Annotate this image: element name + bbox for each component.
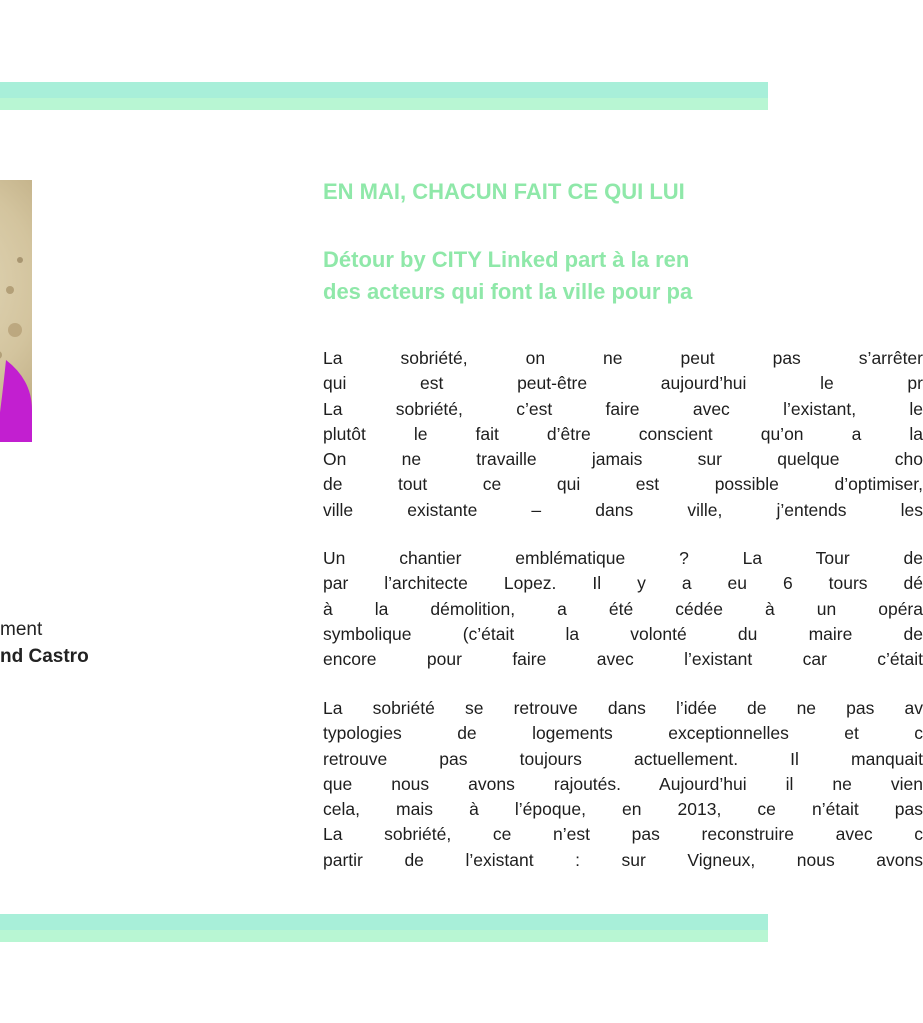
bottom-decorative-band — [0, 914, 768, 942]
article-heading: EN MAI, CHACUN FAIT CE QUI LUI — [323, 179, 685, 204]
article-subheading — [323, 244, 923, 308]
bottom-band-stripe-lower — [0, 930, 768, 942]
text-line: symbolique (c’était la volonté du maire de — [323, 623, 923, 644]
paragraph-typologies — [323, 696, 923, 873]
caption-name: nd Castro — [0, 646, 89, 667]
subheading-line: Détour by CITY Linked part à la ren — [323, 247, 690, 272]
text-line: de tout ce qui est possible d’optimiser, — [323, 474, 923, 495]
caption-role: ment — [0, 619, 43, 640]
text-line: La sobriété, on ne peut pas s’arrêter — [323, 348, 923, 368]
text-line: La sobriété, c’est faire avec l’existant, le — [323, 398, 923, 419]
article-column — [323, 0, 923, 1023]
text-line: par l’architecte Lopez. Il y a eu 6 tours dé — [323, 573, 923, 594]
text-line: typologies de logements exceptionnelles et c — [323, 723, 923, 744]
paragraph-sobriete — [323, 346, 923, 523]
portrait-photo — [0, 180, 32, 442]
text-line: La sobriété se retrouve dans l’idée de ne pas av — [323, 698, 923, 718]
text-line: cela, mais à l’époque, en 2013, ce n’était pas — [323, 799, 923, 820]
text-line: Un chantier emblématique ? La Tour de — [323, 548, 923, 568]
bottom-band-stripe-upper — [0, 914, 768, 930]
text-line: partir de l’existant : sur Vigneux, nous avons — [323, 849, 923, 870]
portrait-caption — [0, 616, 150, 670]
text-line: ville existante – dans ville, j’entends les — [323, 499, 923, 520]
portrait-photo-graphic — [0, 180, 32, 442]
text-line: retrouve pas toujours actuellement. Il manquait — [323, 748, 923, 769]
text-line: qui est peut-être aujourd’hui le pr — [323, 373, 923, 394]
text-line: plutôt le fait d’être conscient qu’on a la — [323, 423, 923, 444]
paragraph-chantier — [323, 546, 923, 672]
text-line: que nous avons rajoutés. Aujourd’hui il ne vien — [323, 773, 923, 794]
text-line: On ne travaille jamais sur quelque cho — [323, 449, 923, 470]
text-line: encore pour faire avec l’existant car c’était — [323, 649, 923, 670]
subheading-line: des acteurs qui font la ville pour pa — [323, 279, 693, 304]
text-line: à la démolition, a été cédée à un opéra — [323, 598, 923, 619]
text-line: La sobriété, ce n’est pas reconstruire avec c — [323, 824, 923, 845]
